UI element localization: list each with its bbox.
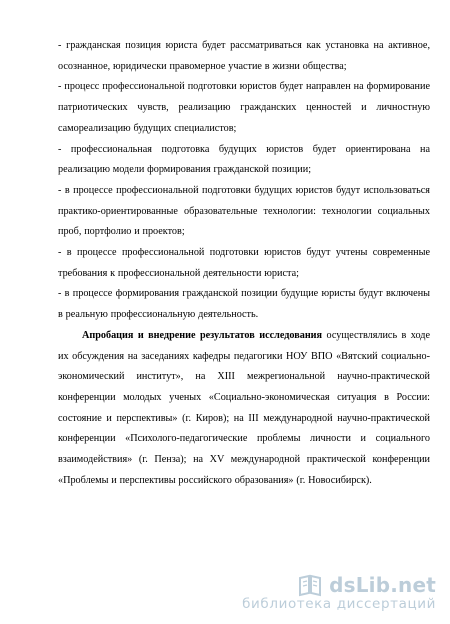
paragraph-training-model: - профессиональная подготовка будущих юристов будет ориентирована на реализацию модели формирования гражданской позиции; [58,143,430,176]
book-icon [297,572,323,598]
watermark-subtitle: библиотека диссертаций [242,596,436,612]
approbation-heading: Апробация и внедрение результатов исследования [82,329,323,341]
document-page [58,36,430,491]
paragraph-approbation [58,326,430,492]
paragraph-training-process: - процесс профессиональной подготовки юристов будет направлен на формирование патриотических чувств, реализацию гражданских ценностей и личностную самореализацию будущих специалистов; [58,81,430,134]
approbation-text: осуществлялись в ходе их обсуждения на заседаниях кафедры педагогики НОУ ВПО «Вятский социально-экономический институт», на XIII межрегиональной научно-практической конференции молодых ученых «Социально-экономическая ситуация в России: состояние и перспективы» (г. Киров); на III международной научно-практической конференции «Психолого-педагогические проблемы личности и социального взаимодействия» (г. Пенза); на XV международной практической конференции «Проблемы и перспективы российского образования» (г. Новосибирск). [58,329,430,486]
paragraph-civic-position: - гражданская позиция юриста будет рассматриваться как установка на активное, осознанное, юридически правомерное участие в жизни общества; [58,40,430,72]
watermark [242,572,436,612]
paragraph-technologies: - в процессе профессиональной подготовки будущих юристов будут использоваться практико-ориентированные образовательные технологии: технологии социальных проб, портфолио и проектов; [58,184,430,238]
paragraph-real-activity: - в процессе формирования гражданской позиции будущие юристы будут включены в реальную профессиональную деятельность. [58,288,430,321]
watermark-logo: dsLib.net [329,573,436,597]
paragraph-requirements: - в процессе профессиональной подготовки юристов будут учтены современные требования к профессиональной деятельности юриста; [58,247,430,279]
